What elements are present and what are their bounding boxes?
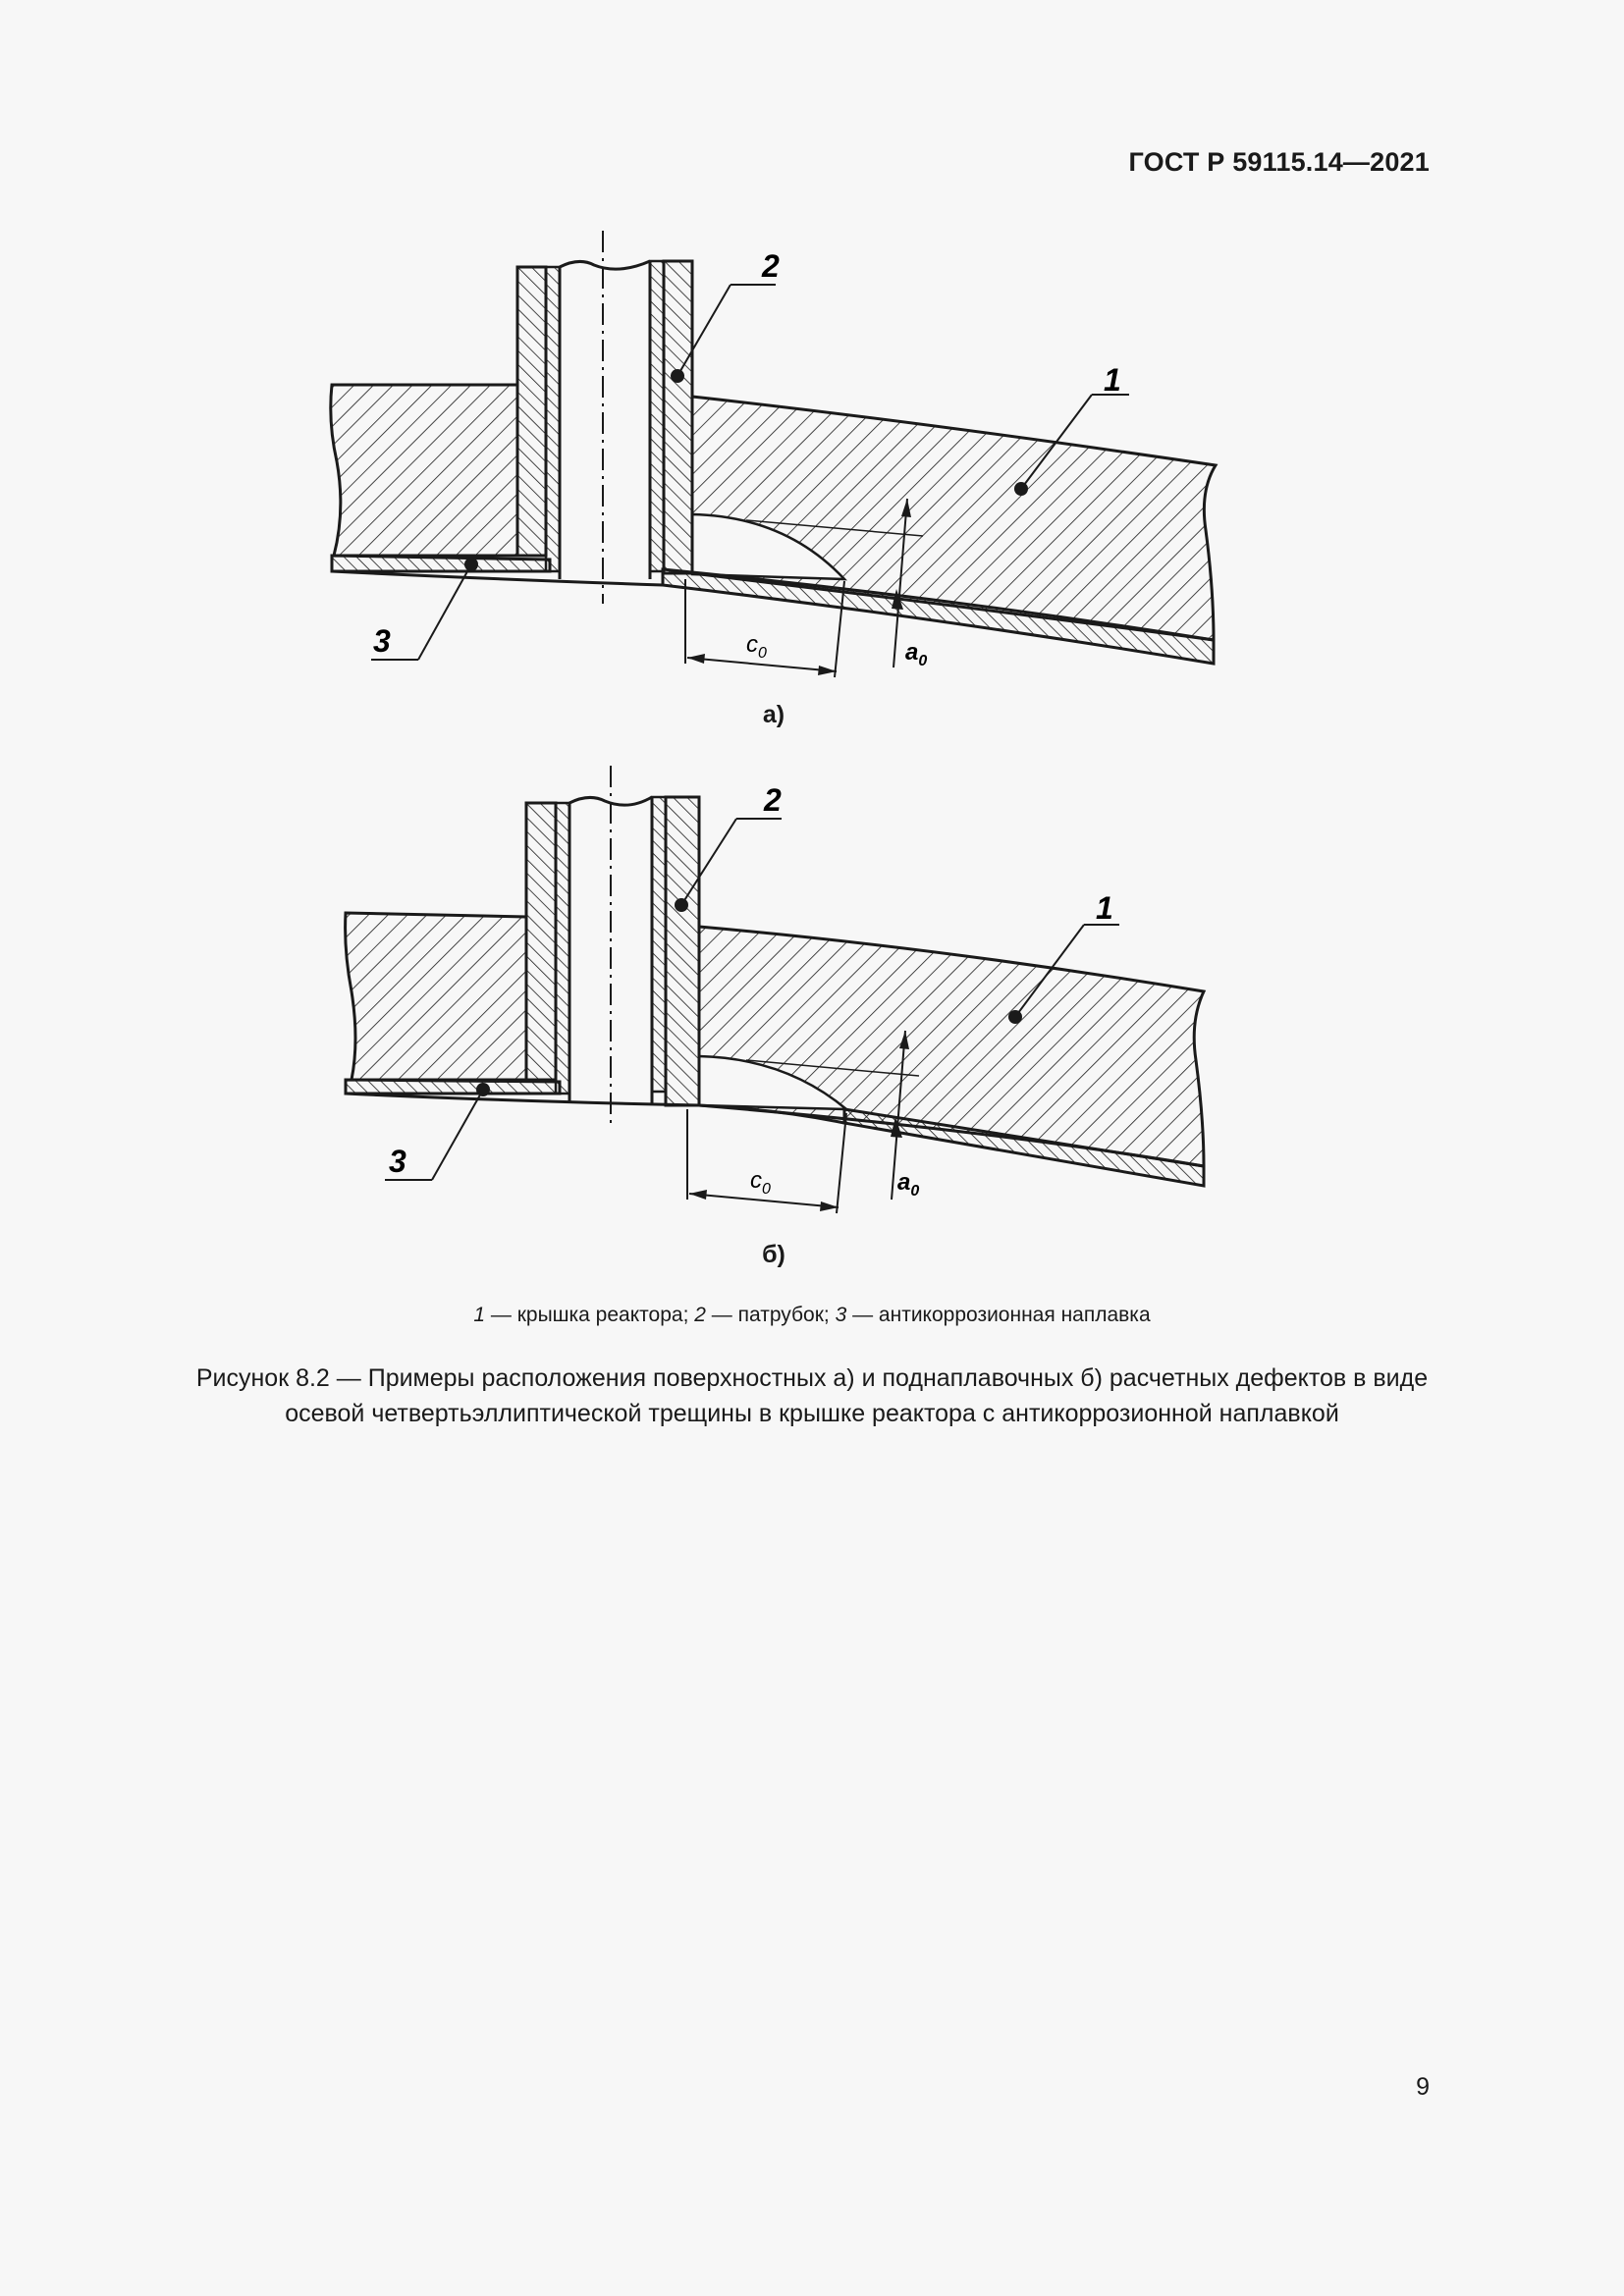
figure-caption <box>98 1361 1526 1431</box>
svg-text:c0: $c_0$ <box>746 631 767 662</box>
nozzle-wall-left-inner <box>546 267 560 571</box>
svg-text:c0: $c_0$ <box>750 1167 771 1198</box>
dim-c-b: c <box>750 1167 762 1194</box>
dim-c-a: c <box>746 631 758 658</box>
figure-legend: 1 — крышка реактора; 2 — патрубок; 3 — антикоррозионная наплавка <box>473 1304 1151 1326</box>
cladding-left-b <box>346 1080 560 1094</box>
callout-2-b: 2 <box>764 782 782 818</box>
figure-b-drawing <box>0 756 1624 1227</box>
reactor-cover-left-section <box>331 385 517 556</box>
callout-2-a: 2 <box>762 248 780 284</box>
callout-3-b: 3 <box>389 1144 406 1179</box>
cladding-left <box>332 556 550 571</box>
svg-text:a0: $a_0$ <box>905 639 928 669</box>
document-header-code: ГОСТ Р 59115.14—2021 <box>1128 147 1430 177</box>
callout-3-a: 3 <box>373 623 391 659</box>
nozzle-wall-right-inner <box>650 261 664 571</box>
callout-1-a: 1 <box>1104 362 1121 398</box>
dim-a-a: a <box>905 639 919 666</box>
page-number: 9 <box>1416 2073 1430 2101</box>
dim-a-b: a <box>897 1169 911 1196</box>
figure-b-sublabel: б) <box>762 1241 785 1268</box>
caption-line-2: осевой четвертьэллиптической трещины в крышке реактора с антикоррозионной наплавкой <box>285 1400 1339 1427</box>
nozzle-wall-left-outer <box>517 267 546 556</box>
callout-1-b: 1 <box>1096 890 1113 926</box>
figure-a-drawing <box>0 226 1624 697</box>
figure-a-sublabel: а) <box>762 701 785 728</box>
nozzle-wall-right-outer <box>664 261 692 573</box>
reactor-cover-left-section-b <box>346 913 526 1080</box>
svg-text:a0: $a_0$ <box>897 1169 920 1200</box>
caption-line-1: Рисунок 8.2 — Примеры расположения поверхностных а) и поднаплавочных б) расчетных дефектов в виде <box>195 1364 1429 1392</box>
